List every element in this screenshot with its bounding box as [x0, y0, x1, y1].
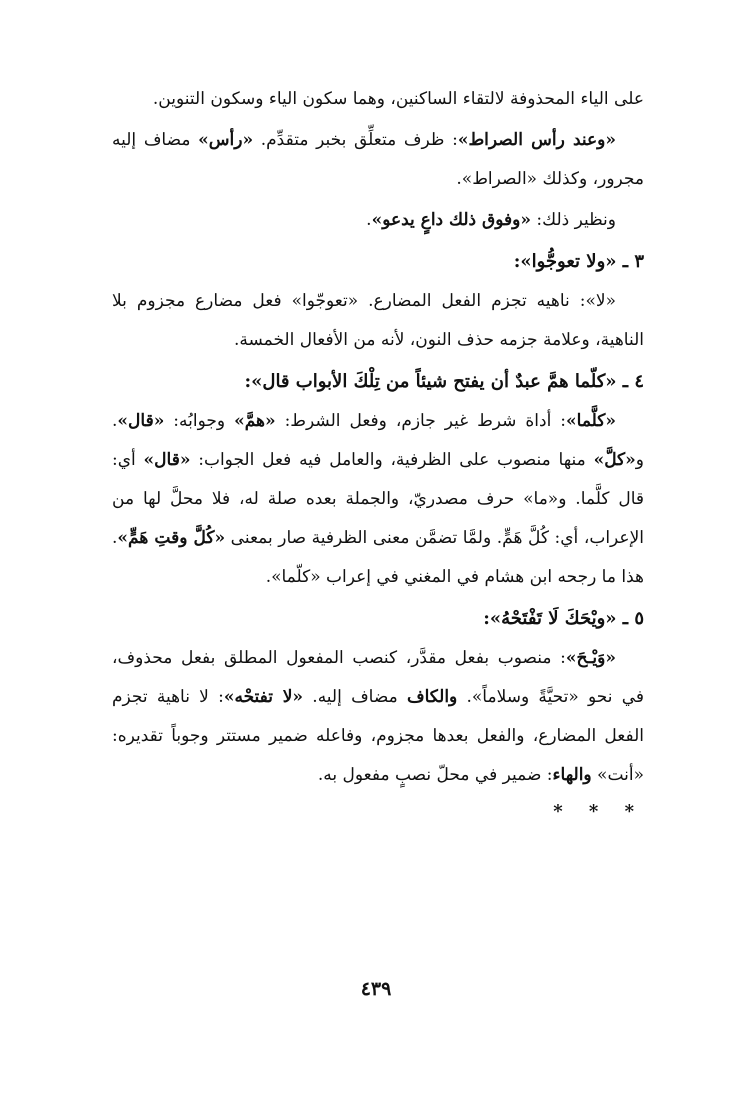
paragraph	[112, 282, 644, 360]
bold-term: والهاء	[552, 765, 592, 785]
text-run: على الياء المحذوفة لالتقاء الساكنين، وهما سكون الياء وسكون التنوين.	[152, 89, 644, 109]
bold-term: «كلَّما»	[566, 411, 616, 431]
paragraph	[112, 402, 644, 597]
text-run: : ضمير في محلّ نصبٍ مفعول به.	[317, 765, 553, 785]
bold-term: «لا تفتحْه»	[223, 687, 304, 707]
bold-term: «كُلَّ وقتِ هَمٍّ»	[117, 528, 226, 548]
text-run: . و	[112, 411, 644, 470]
bold-term: ٣ ـ «ولا تعوجُّوا»:	[513, 251, 644, 272]
text-run: مضاف إليه مجرور، وكذلك «الصراط».	[112, 130, 644, 189]
page-number: ٤٣٩	[360, 978, 392, 1000]
bold-term: ٥ ـ «ويْحَكَ لَا تَفْتَحْهُ»:	[483, 608, 644, 629]
bold-term: ٤ ـ «كلّما همَّ عبدٌ أن يفتح شيئاً من تِلْكَ الأبواب قال»:	[244, 371, 644, 392]
text-run: مضاف إليه.	[303, 687, 407, 707]
text-run: «لا»: ناهيه تجزم الفعل المضارع. «تعوجّوا» فعل مضارع مجزوم بلا الناهية، وعلامة جزمه حذف النون، لأنه من الأفعال الخمسة.	[112, 291, 644, 350]
text-run: : لا ناهية تجزم الفعل المضارع، والفعل بعدها مجزوم، وفاعله ضمير مستتر وجوباً تقديره: «أنت»	[112, 687, 644, 785]
section-separator: * * *	[553, 801, 644, 822]
section-heading	[112, 362, 644, 402]
bold-term: «كلَّ»	[593, 450, 636, 470]
text-run: وجوابُه:	[164, 411, 235, 431]
text-run: . هذا ما رجحه ابن هشام في المغني في إعراب «كلّما».	[112, 528, 644, 587]
paragraph	[112, 201, 644, 240]
bold-term: «وعند رأس الصراط»	[457, 130, 616, 150]
paragraph	[112, 639, 644, 795]
text-run: .	[366, 210, 372, 230]
text-run: : ظرف متعلِّق بخبر متقدِّم.	[253, 130, 458, 150]
text-run: أي: قال كلَّما. و«ما» حرف مصدريّ، والجملة بعده صلة له، فلا محلَّ لها من الإعراب، أي: كُلَّ هَمٍّ. ولمَّا تضمَّن معنى الظرفية صار بمعنى	[112, 450, 644, 548]
section-heading	[112, 599, 644, 639]
text-run: ونظير ذلك:	[530, 210, 616, 230]
bold-term: والكاف	[406, 687, 458, 707]
paragraph	[112, 121, 644, 199]
section-heading	[112, 242, 644, 282]
bold-term: «همَّ»	[234, 411, 276, 431]
text-run: : منصوب بفعل مقدَّر، كنصب المفعول المطلق بفعل محذوف، في نحو «تحيَّةً وسلاماً».	[112, 648, 644, 707]
bold-term: «وفوق ذلك داعٍ يدعو»	[371, 210, 531, 230]
text-run: منها منصوب على الظرفية، والعامل فيه فعل الجواب:	[190, 450, 594, 470]
paragraph	[112, 80, 644, 119]
bold-term: «رأس»	[198, 130, 254, 150]
bold-term: «قال»	[143, 450, 191, 470]
text-run: : أداة شرط غير جازم، وفعل الشرط:	[275, 411, 567, 431]
page-body	[112, 80, 644, 827]
bold-term: «قال»	[117, 411, 165, 431]
bold-term: «وَيْـحَ»	[565, 648, 616, 668]
